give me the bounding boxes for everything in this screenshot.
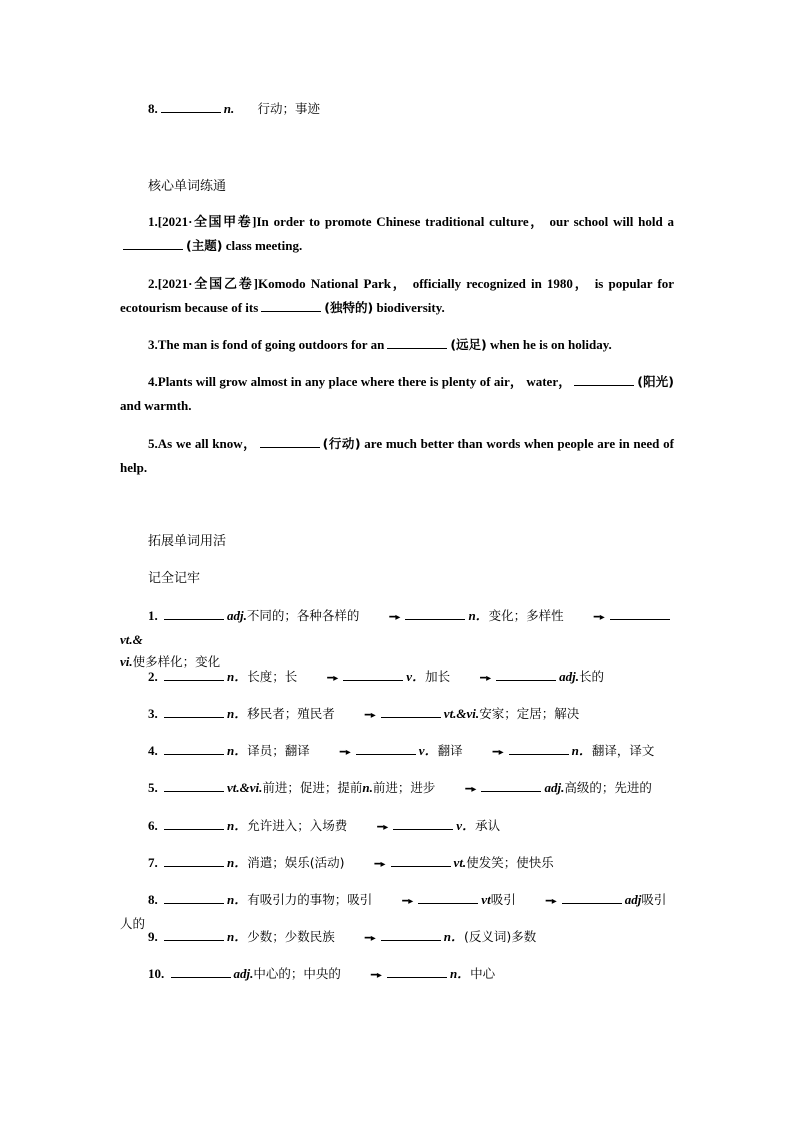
meaning: 消遣；娱乐(活动) [247, 855, 345, 870]
part-of-speech: vt [481, 892, 491, 907]
part-of-speech: n． [449, 966, 471, 981]
sentence-text: [2021·全国甲卷]In order to promote Chinese traditional culture， our school will hold a [157, 214, 674, 229]
sentence-text: when he is on holiday. [490, 337, 612, 352]
item-number: 3. [148, 706, 158, 721]
section-heading-extended-words: 拓展单词用活 [148, 534, 227, 549]
sentence-text: Plants will grow almost in any place where there is plenty of air， water， [157, 374, 572, 389]
answer-blank[interactable] [496, 667, 556, 681]
chinese-hint: (主题) [186, 238, 223, 253]
answer-blank[interactable] [161, 99, 221, 113]
part-of-speech: adj. [227, 608, 247, 623]
meaning: 吸引 [490, 892, 516, 907]
part-of-speech: vt. [453, 855, 467, 870]
item-number: 2. [148, 669, 158, 684]
item-number: 4. [148, 743, 158, 758]
answer-blank[interactable] [164, 778, 224, 792]
part-of-speech: v． [418, 743, 438, 758]
arrow-icon: ━▸ [377, 822, 389, 833]
item-number: 5. [148, 780, 158, 795]
arrow-icon: ━▸ [364, 710, 376, 721]
chinese-hint: (行动) [322, 436, 361, 451]
meaning: 少数；少数民族 [247, 929, 335, 944]
answer-blank[interactable] [164, 667, 224, 681]
chinese-hint: (阳光) [637, 374, 674, 389]
sentence-number: 3. [148, 337, 158, 352]
arrow-icon: ━▸ [364, 933, 376, 944]
sentence-text: class meeting. [225, 238, 303, 253]
item-number: 8. [148, 101, 158, 116]
answer-blank[interactable] [381, 927, 441, 941]
part-of-speech: vi. [120, 654, 133, 669]
sentence-text: biodiversity. [376, 300, 445, 315]
answer-blank[interactable] [418, 890, 478, 904]
exercise-sentence [120, 272, 674, 320]
meaning: 中心 [470, 966, 496, 981]
answer-blank[interactable] [387, 335, 447, 349]
answer-blank[interactable] [260, 434, 320, 448]
answer-blank[interactable] [387, 964, 447, 978]
exercise-sentence [120, 333, 674, 357]
sentence-text: The man is fond of going outdoors for an [157, 337, 385, 352]
word-family-item [120, 666, 676, 690]
part-of-speech: n． [571, 743, 592, 758]
part-of-speech: n． [227, 706, 248, 721]
sentence-text: [2021·全国乙卷]Komodo National Park， officially recognized in 1980， is popular for ecotourism because of its [120, 276, 674, 315]
arrow-icon: ━▸ [327, 673, 339, 684]
item-number: 9. [148, 929, 158, 944]
answer-blank[interactable] [343, 667, 403, 681]
part-of-speech: n． [468, 608, 489, 623]
sentence-text: are much better than words when people are in need of help. [120, 436, 674, 475]
arrow-icon: ━▸ [492, 747, 504, 758]
word-family-item [120, 926, 676, 950]
word-family-item [120, 963, 676, 987]
meaning: 中心的；中央的 [253, 966, 341, 981]
exercise-sentence [120, 370, 674, 418]
answer-blank[interactable] [562, 890, 622, 904]
part-of-speech: adj. [559, 669, 580, 684]
meaning: 吸引人的 [120, 892, 667, 931]
meaning: 行动；事迹 [257, 101, 320, 116]
meaning: 前进；进步 [372, 780, 436, 795]
answer-blank[interactable] [171, 964, 231, 978]
part-of-speech: n． [227, 669, 248, 684]
arrow-icon: ━▸ [402, 896, 414, 907]
answer-blank[interactable] [164, 890, 224, 904]
part-of-speech: n. [223, 101, 235, 116]
item-number: 8. [148, 892, 158, 907]
meaning: 使发笑；使快乐 [466, 855, 554, 870]
part-of-speech: n． [227, 855, 248, 870]
answer-blank[interactable] [509, 741, 569, 755]
arrow-icon: ━▸ [389, 612, 401, 623]
meaning: 前进；促进；提前 [262, 780, 363, 795]
top-item [148, 99, 688, 119]
arrow-icon: ━▸ [370, 970, 382, 981]
part-of-speech: vt.&vi. [443, 706, 480, 721]
meaning: 承认 [475, 818, 501, 833]
part-of-speech: v． [406, 669, 426, 684]
part-of-speech: adj [624, 892, 642, 907]
item-number: 7. [148, 855, 158, 870]
item-number: 1. [148, 608, 158, 623]
answer-blank[interactable] [356, 741, 416, 755]
part-of-speech: n． [443, 929, 465, 944]
meaning: (反义词)多数 [464, 929, 537, 944]
item-number: 10. [148, 966, 165, 981]
word-family-item [120, 703, 676, 727]
answer-blank[interactable] [164, 853, 224, 867]
meaning: 有吸引力的事物；吸引 [247, 892, 373, 907]
chinese-hint: (独特的) [324, 300, 374, 315]
section-heading-core-words: 核心单词练通 [148, 179, 227, 194]
chinese-hint: (远足) [450, 337, 487, 352]
arrow-icon: ━▸ [374, 859, 386, 870]
part-of-speech: vt.&vi. [227, 780, 263, 795]
part-of-speech: v． [456, 818, 476, 833]
exercise-sentence [120, 210, 674, 258]
answer-blank[interactable] [261, 298, 321, 312]
word-family-item [120, 815, 676, 839]
answer-blank[interactable] [381, 704, 441, 718]
meaning: 高级的；先进的 [564, 780, 652, 795]
part-of-speech: n. [362, 780, 373, 795]
part-of-speech: adj. [544, 780, 565, 795]
part-of-speech: adj. [233, 966, 254, 981]
sentence-number: 4. [148, 374, 158, 389]
word-family-item [120, 605, 676, 673]
arrow-icon: ━▸ [480, 673, 492, 684]
sentence-number: 1. [148, 214, 158, 229]
answer-blank[interactable] [164, 704, 224, 718]
word-family-item [120, 740, 676, 764]
meaning: 翻译，译文 [591, 743, 655, 758]
part-of-speech: vt.& [120, 632, 143, 647]
sentence-text: As we all know， [157, 436, 257, 451]
arrow-icon: ━▸ [339, 747, 351, 758]
item-number: 6. [148, 818, 158, 833]
answer-blank[interactable] [164, 741, 224, 755]
answer-blank[interactable] [164, 927, 224, 941]
answer-blank[interactable] [405, 606, 465, 620]
arrow-icon: ━▸ [545, 896, 557, 907]
word-family-item [120, 777, 676, 801]
word-family-item [120, 852, 676, 876]
meaning: 长度；长 [247, 669, 298, 684]
sentence-number: 5. [148, 436, 158, 451]
answer-blank[interactable] [123, 236, 183, 250]
meaning: 安家；定居；解决 [479, 706, 580, 721]
sentence-number: 2. [148, 276, 158, 291]
answer-blank[interactable] [393, 816, 453, 830]
part-of-speech: n． [227, 818, 248, 833]
answer-blank[interactable] [164, 606, 224, 620]
sentence-text: and warmth. [120, 398, 192, 413]
meaning: 长的 [579, 669, 605, 684]
arrow-icon: ━▸ [593, 612, 605, 623]
part-of-speech: n． [227, 929, 248, 944]
answer-blank[interactable] [481, 778, 541, 792]
meaning: 翻译 [437, 743, 463, 758]
answer-blank[interactable] [164, 816, 224, 830]
exercise-sentence [120, 432, 674, 480]
meaning: 变化；多样性 [488, 608, 564, 623]
answer-blank[interactable] [574, 372, 634, 386]
arrow-icon: ━▸ [465, 784, 477, 795]
part-of-speech: n． [227, 892, 248, 907]
meaning: 使多样化；变化 [132, 654, 221, 669]
answer-blank[interactable] [610, 606, 670, 620]
part-of-speech: n． [227, 743, 248, 758]
section-subheading-memorize: 记全记牢 [148, 571, 201, 586]
answer-blank[interactable] [391, 853, 451, 867]
meaning: 加长 [425, 669, 451, 684]
meaning: 不同的；各种各样的 [246, 608, 360, 623]
meaning: 译员；翻译 [247, 743, 310, 758]
meaning: 移民者；殖民者 [247, 706, 335, 721]
meaning: 允许进入；入场费 [247, 818, 348, 833]
